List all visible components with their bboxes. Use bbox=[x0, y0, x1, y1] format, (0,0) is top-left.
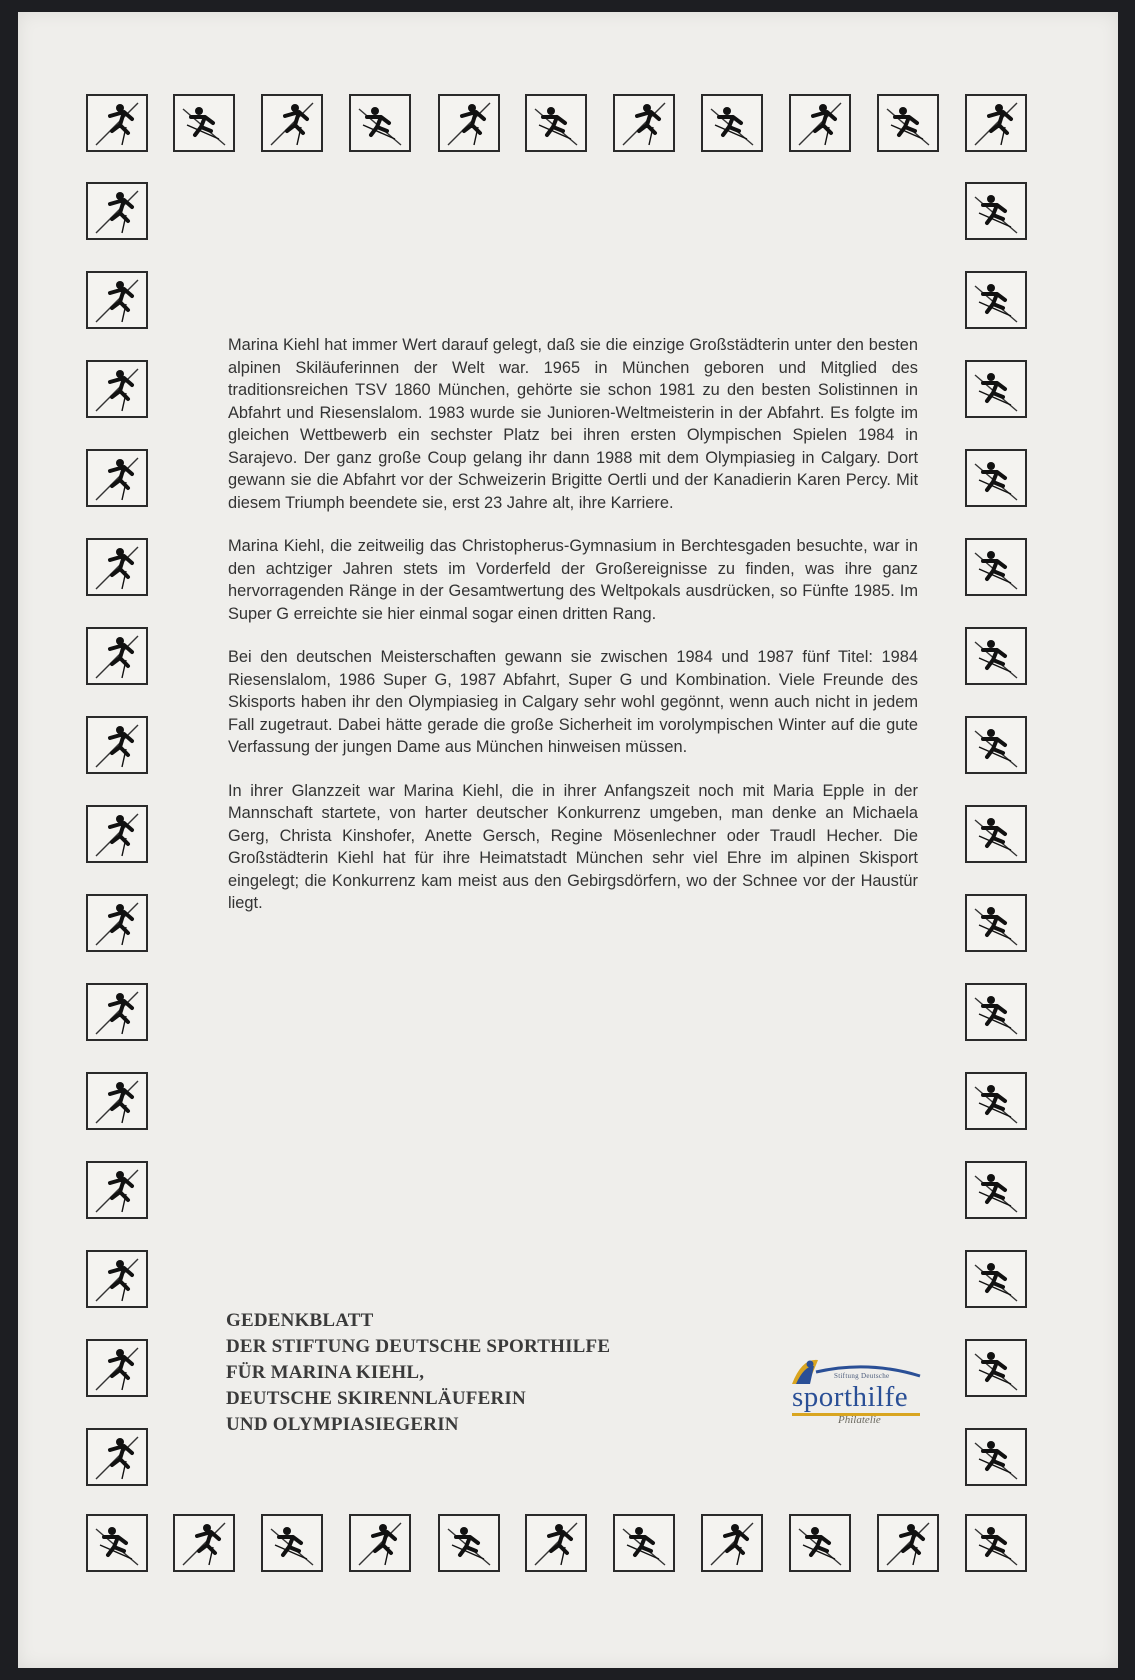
slalom-skier-icon bbox=[86, 271, 148, 329]
logo-main-text: sporthilfe bbox=[792, 1381, 909, 1413]
memorial-line-4: DEUTSCHE SKIRENNLÄUFERIN bbox=[226, 1388, 526, 1409]
slalom-skier-icon bbox=[86, 894, 148, 952]
slalom-skier-icon bbox=[525, 1514, 587, 1572]
slalom-skier-icon bbox=[877, 1514, 939, 1572]
downhill-skier-icon bbox=[965, 716, 1027, 774]
downhill-skier-icon bbox=[965, 538, 1027, 596]
paragraph-3: Bei den deutschen Meisterschaften gewann sie zwischen 1984 und 1987 fünf Titel: 1984 Riesenslalom, 1986 Super G, 1987 Abfahrt, Super G und Kombination. Viele Freunde des Skisports haben ihr den Olympiasieg in Calgary sehr wohl gegönnt, wenn auch nicht in jedem Fall zugetraut. Dabei hätte gerade die große Sicherheit im vorolympischen Winter auf die gute Verfassung der jungen Dame aus München hinweisen müssen. bbox=[228, 648, 918, 756]
slalom-skier-icon bbox=[349, 1514, 411, 1572]
downhill-skier-icon bbox=[261, 1514, 323, 1572]
downhill-skier-icon bbox=[965, 1339, 1027, 1397]
slalom-skier-icon bbox=[86, 805, 148, 863]
paragraph-2: Marina Kiehl, die zeitweilig das Christopherus-Gymnasium in Berchtesgaden besuchte, war in den achtziger Jahren stets im Vorderfeld der Großereignisse zu finden, was ihre ganz hervorragenden Ränge in der Gesamtwertung des Weltpokals ausdrücken, so Fünfte 1985. Im Super G erreichte sie hier einmal sogar einen dritten Rang. bbox=[228, 537, 918, 623]
memorial-line-5: UND OLYMPIASIEGERIN bbox=[226, 1414, 459, 1435]
downhill-skier-icon bbox=[965, 1250, 1027, 1308]
slalom-skier-icon bbox=[789, 94, 851, 152]
slalom-skier-icon bbox=[86, 1250, 148, 1308]
downhill-skier-icon bbox=[173, 94, 235, 152]
memorial-line-3: FÜR MARINA KIEHL, bbox=[226, 1362, 425, 1383]
downhill-skier-icon bbox=[965, 1428, 1027, 1486]
downhill-skier-icon bbox=[349, 94, 411, 152]
downhill-skier-icon bbox=[965, 1161, 1027, 1219]
slalom-skier-icon bbox=[965, 94, 1027, 152]
downhill-skier-icon bbox=[965, 449, 1027, 507]
slalom-skier-icon bbox=[86, 449, 148, 507]
slalom-skier-icon bbox=[173, 1514, 235, 1572]
logo-top-text: Stiftung Deutsche bbox=[834, 1372, 890, 1380]
downhill-skier-icon bbox=[965, 894, 1027, 952]
slalom-skier-icon bbox=[86, 1428, 148, 1486]
slalom-skier-icon bbox=[86, 716, 148, 774]
downhill-skier-icon bbox=[789, 1514, 851, 1572]
downhill-skier-icon bbox=[86, 1514, 148, 1572]
slalom-skier-icon bbox=[261, 94, 323, 152]
slalom-skier-icon bbox=[86, 538, 148, 596]
slalom-skier-icon bbox=[86, 983, 148, 1041]
downhill-skier-icon bbox=[965, 182, 1027, 240]
logo-sub-text: Philatelie bbox=[838, 1414, 881, 1426]
slalom-skier-icon bbox=[86, 94, 148, 152]
downhill-skier-icon bbox=[965, 627, 1027, 685]
memorial-line-1: GEDENKBLATT bbox=[226, 1310, 374, 1331]
downhill-skier-icon bbox=[965, 360, 1027, 418]
downhill-skier-icon bbox=[877, 94, 939, 152]
slalom-skier-icon bbox=[86, 182, 148, 240]
downhill-skier-icon bbox=[965, 805, 1027, 863]
commemorative-sheet bbox=[18, 12, 1118, 1668]
slalom-skier-icon bbox=[613, 94, 675, 152]
slalom-skier-icon bbox=[86, 1339, 148, 1397]
slalom-skier-icon bbox=[86, 1161, 148, 1219]
memorial-title bbox=[226, 1308, 786, 1438]
sporthilfe-logo bbox=[788, 1350, 948, 1432]
downhill-skier-icon bbox=[525, 94, 587, 152]
downhill-skier-icon bbox=[965, 271, 1027, 329]
downhill-skier-icon bbox=[965, 1514, 1027, 1572]
paragraph-1: Marina Kiehl hat immer Wert darauf gelegt, daß sie die einzige Großstädterin unter den besten alpinen Skiläuferinnen der Welt war. 1965 in München geboren und Mitglied des traditionsreichen TSV 1860 München, gehörte sie schon 1981 zu den besten Solistinnen in Abfahrt und Riesenslalom. 1983 wurde sie Junioren-Weltmeisterin in der Abfahrt. Es folgte im gleichen Wettbewerb ein sechster Platz bei ihren ersten Olympischen Spielen 1984 in Sarajevo. Der ganz große Coup gelang ihr dann 1988 mit dem Olympiasieg in Calgary. Dort gewann sie die Abfahrt vor der Schweizerin Brigitte Oertli und der Kanadierin Karen Percy. Mit diesem Triumph beendete sie, erst 23 Jahre alt, ihre Karriere. bbox=[228, 336, 918, 512]
memorial-line-2: DER STIFTUNG DEUTSCHE SPORTHILFE bbox=[226, 1336, 611, 1357]
downhill-skier-icon bbox=[701, 94, 763, 152]
downhill-skier-icon bbox=[965, 1072, 1027, 1130]
slalom-skier-icon bbox=[86, 1072, 148, 1130]
slalom-skier-icon bbox=[86, 627, 148, 685]
downhill-skier-icon bbox=[613, 1514, 675, 1572]
slalom-skier-icon bbox=[86, 360, 148, 418]
slalom-skier-icon bbox=[701, 1514, 763, 1572]
slalom-skier-icon bbox=[438, 94, 500, 152]
biography-text bbox=[228, 334, 918, 936]
downhill-skier-icon bbox=[438, 1514, 500, 1572]
paragraph-4: In ihrer Glanzzeit war Marina Kiehl, die in ihrer Anfangszeit noch mit Maria Epple in der Mannschaft startete, von harter deutscher Konkurrenz umgeben, man denke an Michaela Gerg, Christa Kinshofer, Anette Gersch, Regine Mösenlechner oder Traudl Hecher. Die Großstädterin Kiehl hat für ihre Heimatstadt München sehr viel Ehre im alpinen Skisport eingelegt; die Konkurrenz kam meist aus den Gebirgsdörfern, wo der Schnee vor der Haustür liegt. bbox=[228, 781, 918, 912]
downhill-skier-icon bbox=[965, 983, 1027, 1041]
